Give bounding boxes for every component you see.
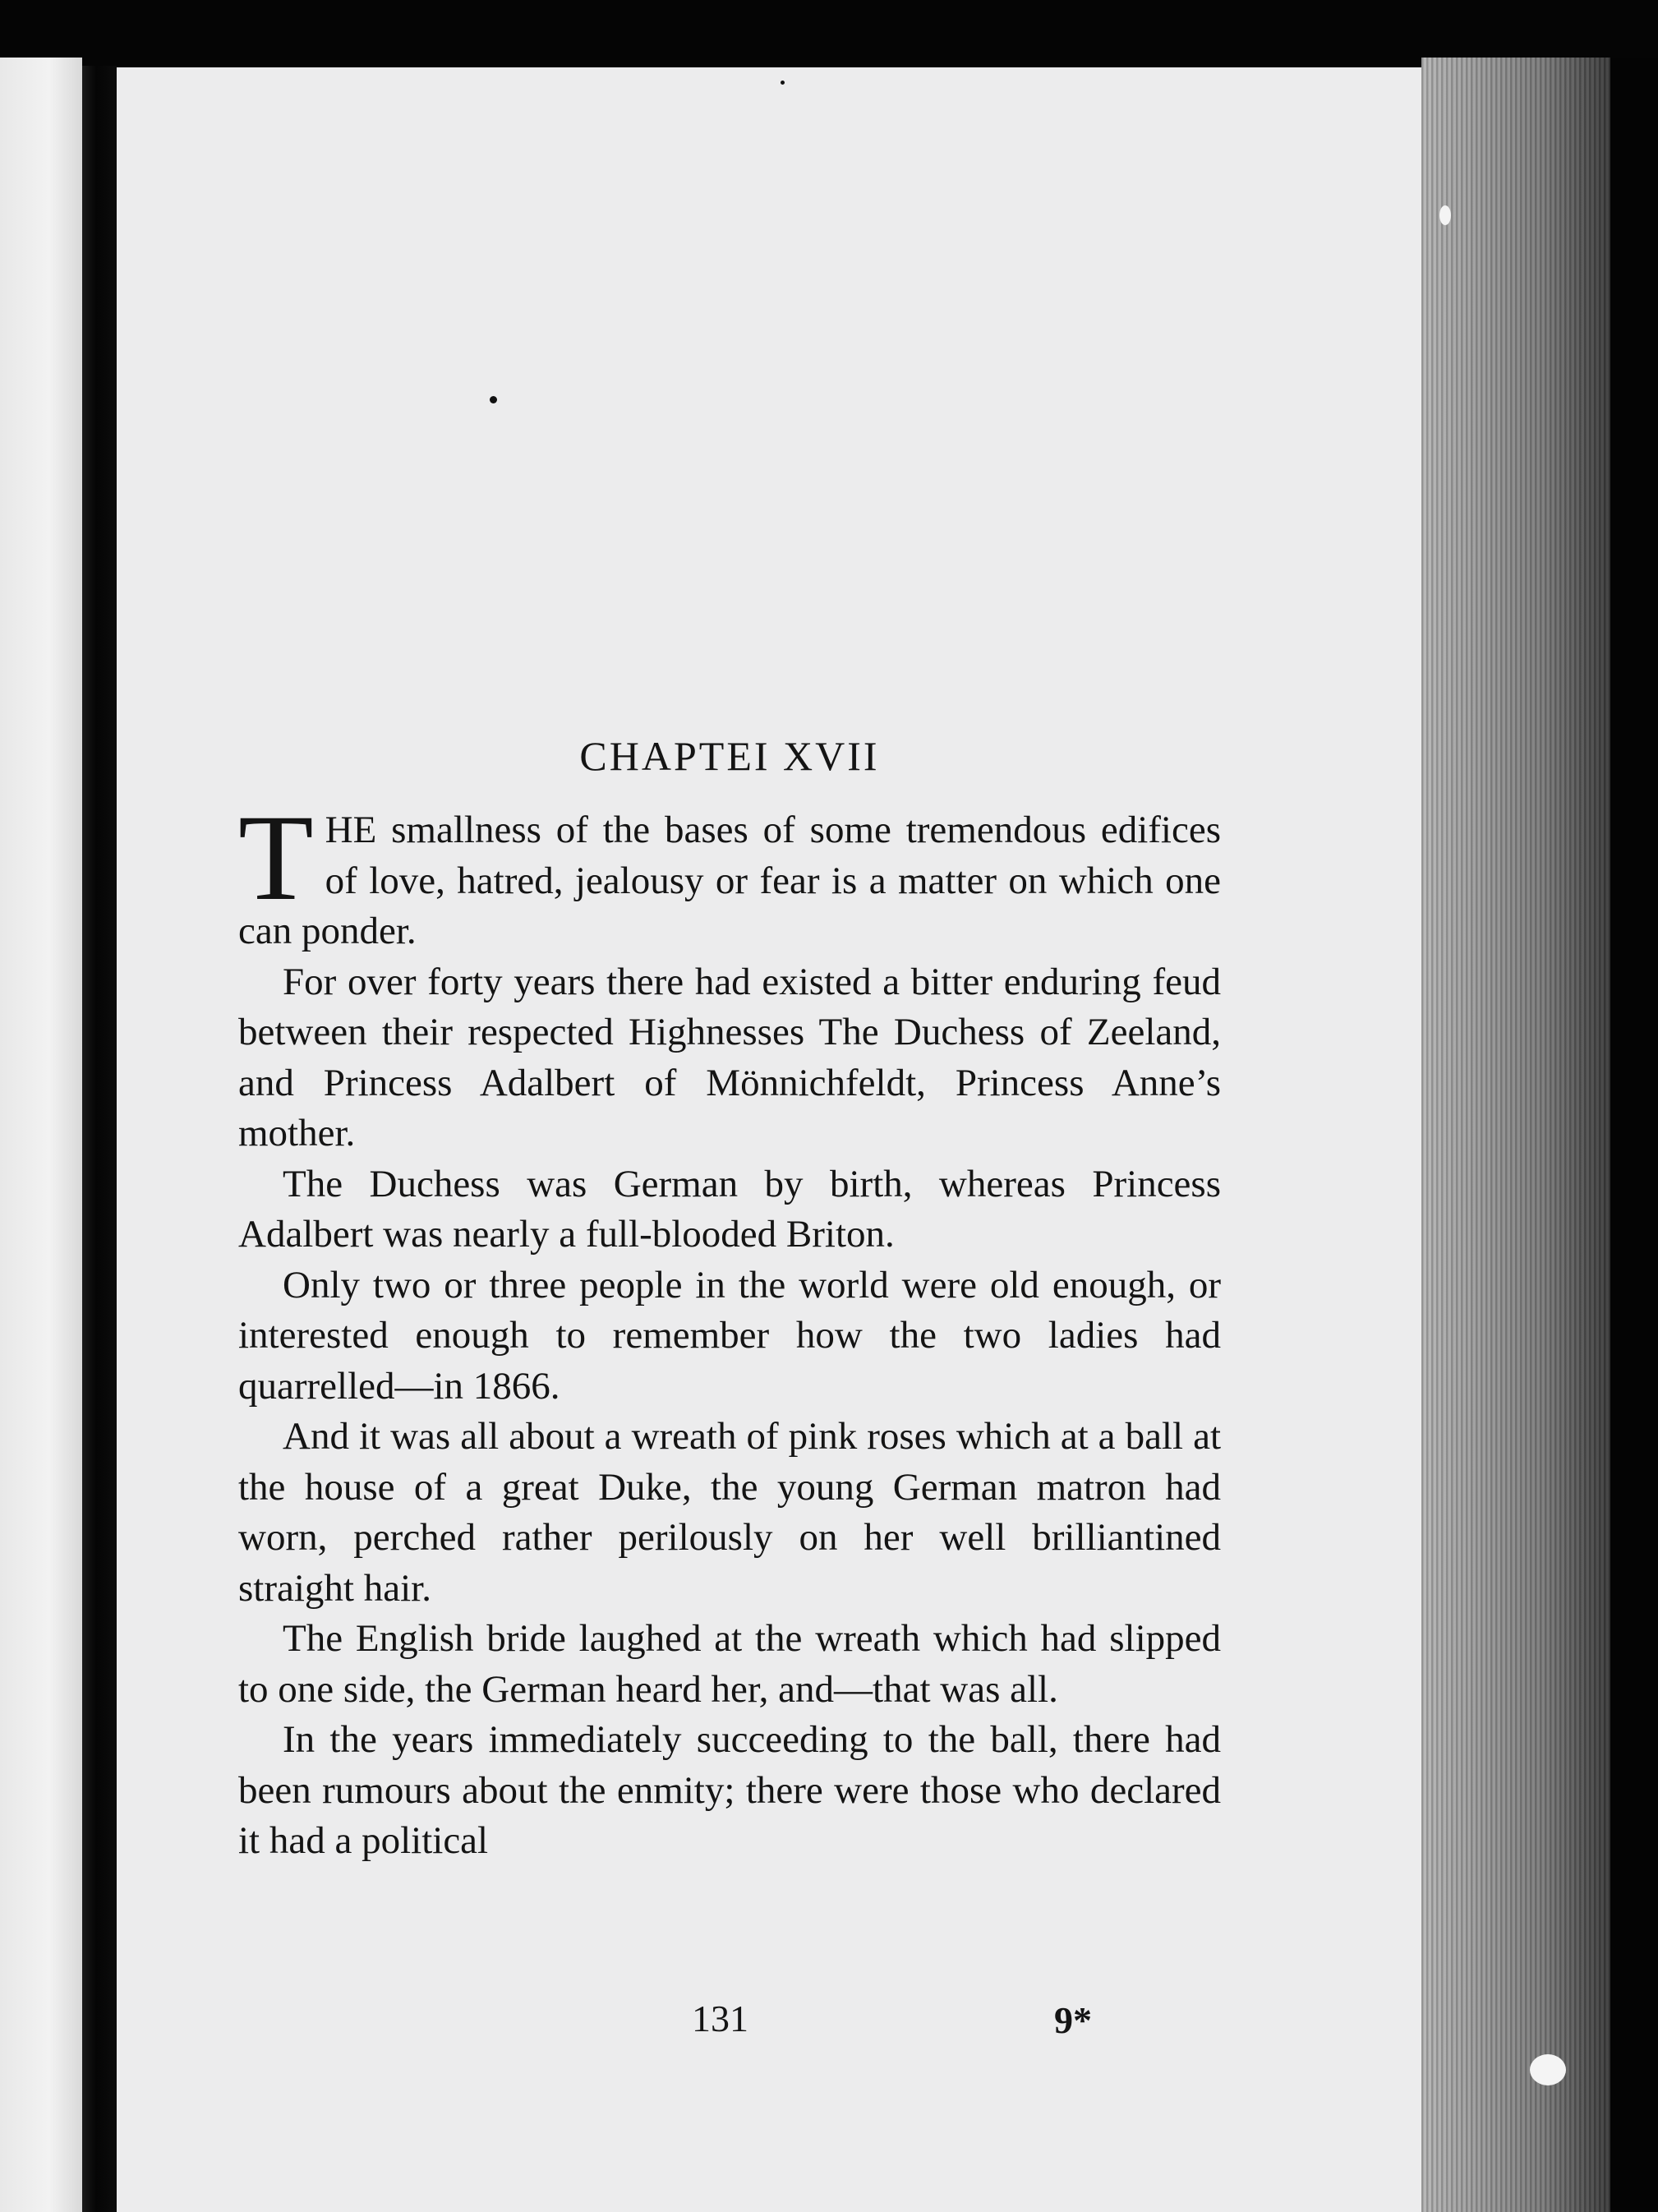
book-gutter (82, 66, 117, 2212)
page-speck (490, 396, 497, 403)
paragraph: And it was all about a wreath of pink roses which at a ball at the house of a great Duke, the young German matron had worn, perched rather perilously on her well brilliantined straight hair. (238, 1415, 1221, 1610)
page-number: 131 (692, 1998, 748, 2039)
page-speck (781, 81, 785, 85)
page-stack-edges (1421, 58, 1610, 2212)
chapter-title: CHAPTEI XVII (579, 733, 880, 779)
paragraph: For over forty years there had existed a bitter enduring feud between their respected Highnesses The Duchess of Zeeland, and Princess Adalbert of Mönnichfeldt, Princess Anne’s mother. (238, 960, 1221, 1154)
paragraph: The English bride laughed at the wreath which had slipped to one side, the German heard her, and—that was all. (238, 1617, 1221, 1711)
drop-cap: T (238, 790, 314, 926)
edge-speck (1530, 2054, 1566, 2085)
signature-mark: 9* (1054, 1999, 1092, 2041)
paragraph: The Duchess was German by birth, whereas Princess Adalbert was nearly a full-blooded Briton. (238, 1162, 1221, 1256)
edge-speck (1439, 205, 1451, 225)
paragraph: Only two or three people in the world were old enough, or interested enough to remember how the two ladies had quarrelled—in 1866. (238, 1263, 1221, 1408)
paragraph: In the years immediately succeeding to the ball, there had been rumours about the enmity; there were those who declared it had a political (238, 1718, 1221, 1862)
opening-paragraph (238, 790, 1221, 957)
chapter-text-block (238, 731, 1221, 1867)
facing-page-edge (0, 58, 82, 2212)
scan-right-border (1610, 58, 1658, 2212)
scan-top-border (0, 0, 1658, 74)
paragraph-text: HE smallness of the bases of some tremendous edifices of love, hatred, jealousy or fear is a matter on which one can ponder. (238, 809, 1221, 952)
